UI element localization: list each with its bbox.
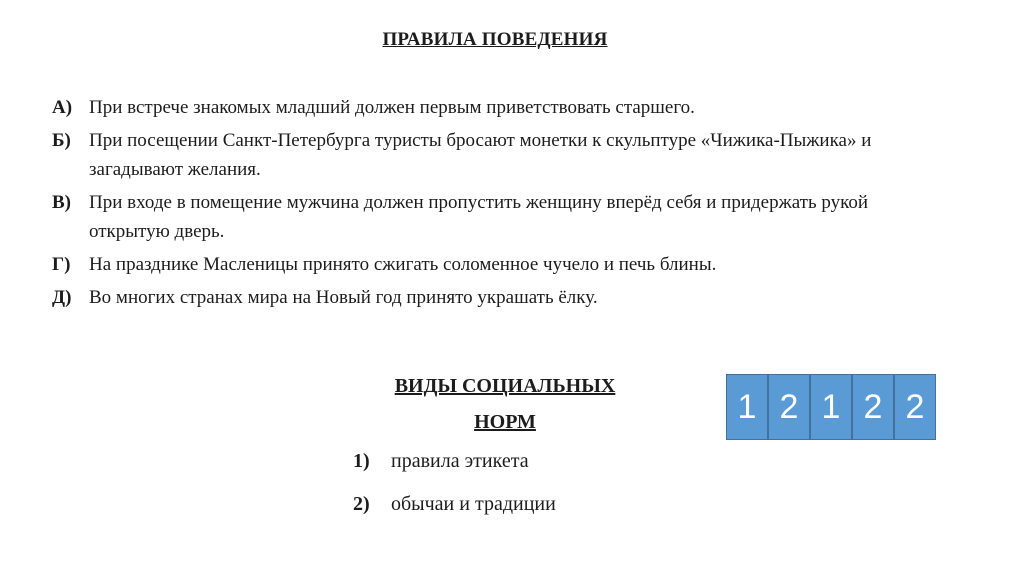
rule-letter: Б) <box>52 130 71 151</box>
norm-type-number: 1) <box>353 450 370 472</box>
rule-text: При входе в помещение мужчина должен пропустить женщину вперёд себя и придержать рукой открытую дверь. <box>89 192 869 242</box>
rule-letter: Г) <box>52 254 71 275</box>
norm-types-title-line1: ВИДЫ СОЦИАЛЬНЫХ <box>394 375 616 397</box>
norm-types-title <box>360 368 650 440</box>
answer-cell-a: 1 <box>726 374 768 440</box>
norm-types-title-line2: НОРМ <box>474 411 536 433</box>
norm-type-number: 2) <box>353 493 370 515</box>
rule-letter: А) <box>52 97 73 118</box>
rule-letter: В) <box>52 192 71 213</box>
rule-item-v <box>52 188 952 246</box>
rule-item-b <box>52 126 952 184</box>
answer-cell-v: 1 <box>810 374 852 440</box>
answer-cell-d: 2 <box>894 374 936 440</box>
norm-type-item <box>353 446 753 476</box>
answer-cell-b: 2 <box>768 374 810 440</box>
norm-types-list <box>353 446 753 532</box>
norm-type-text: обычаи и традиции <box>391 493 556 515</box>
rule-text: На празднике Масленицы принято сжигать соломенное чучело и печь блины. <box>89 254 717 275</box>
answer-cell-g: 2 <box>852 374 894 440</box>
rule-text: При посещении Санкт-Петербурга туристы бросают монетки к скульптуре «Чижика-Пыжика» и загадывают желания. <box>89 130 872 180</box>
page-title: ПРАВИЛА ПОВЕДЕНИЯ <box>382 29 608 50</box>
norm-type-text: правила этикета <box>391 450 529 472</box>
rule-letter: Д) <box>52 287 72 308</box>
rule-item-d <box>52 283 952 312</box>
answer-table <box>726 374 936 440</box>
norm-type-item <box>353 489 753 519</box>
rule-text: Во многих странах мира на Новый год принято украшать ёлку. <box>89 287 598 308</box>
rule-item-a <box>52 93 952 122</box>
rule-item-g <box>52 250 952 279</box>
rules-list <box>52 93 952 316</box>
rule-text: При встрече знакомых младший должен первым приветствовать старшего. <box>89 97 695 118</box>
